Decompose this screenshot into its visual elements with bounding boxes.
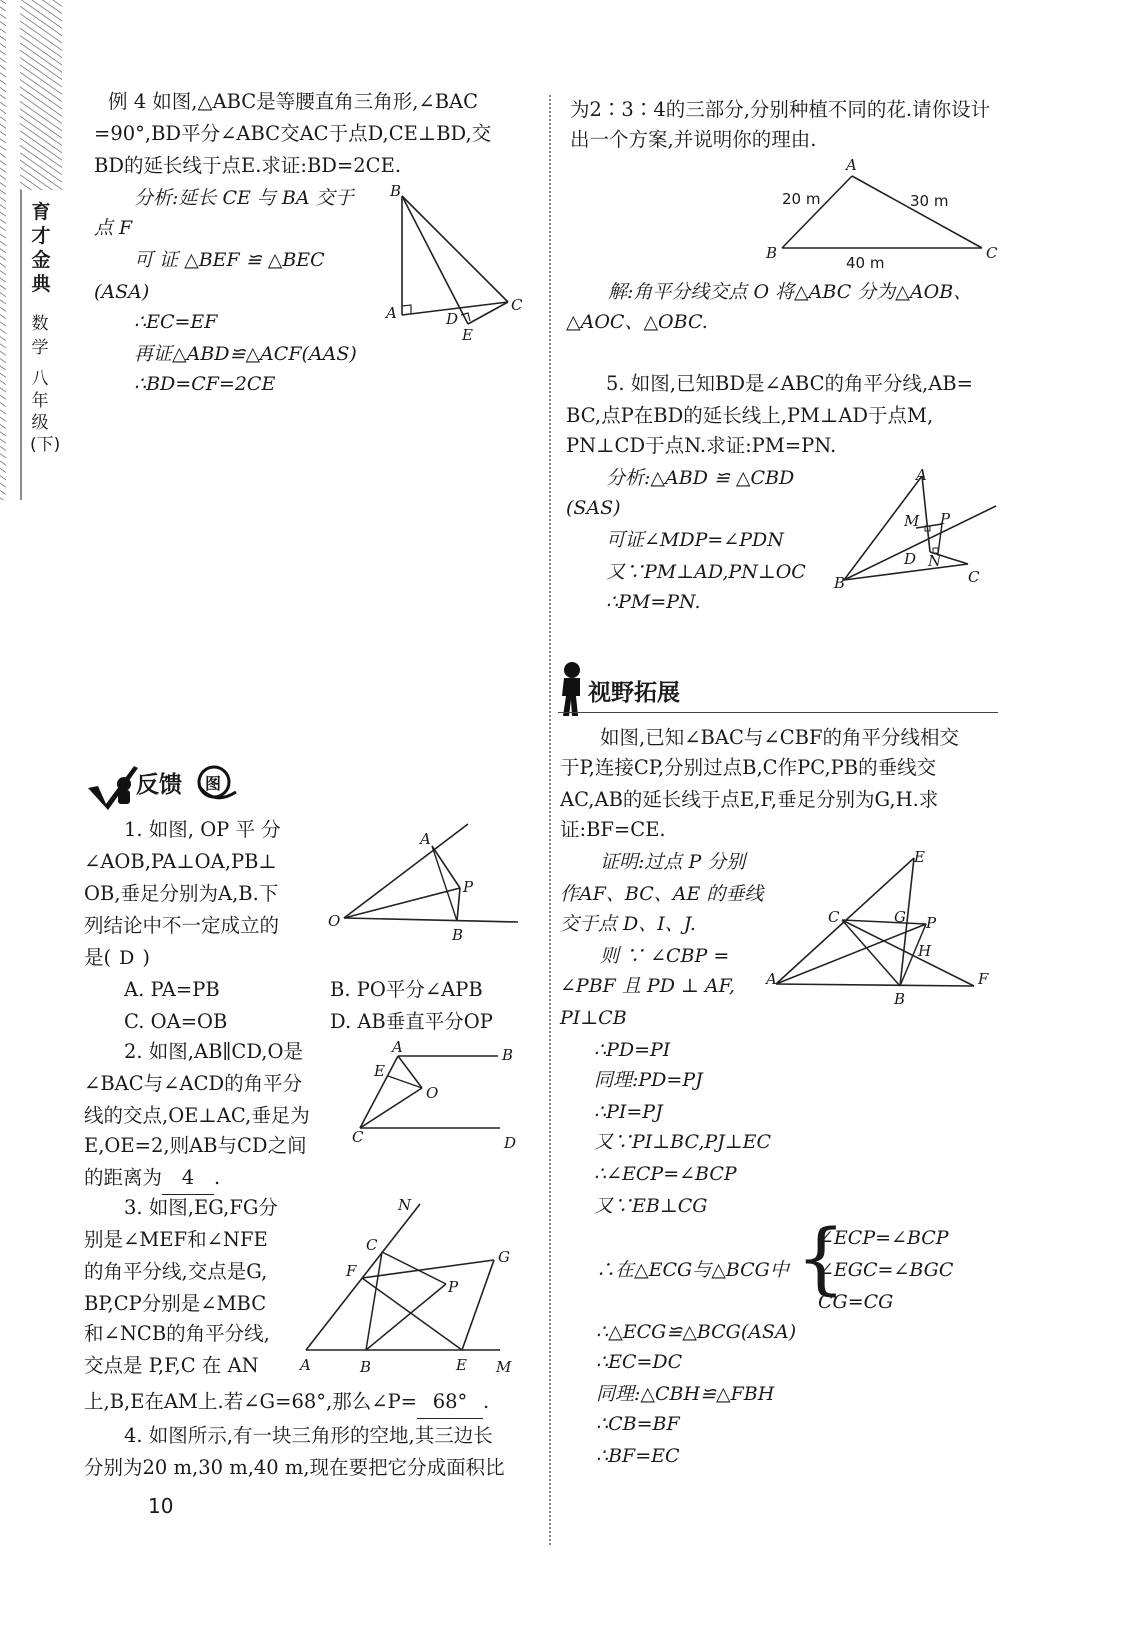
vision-proof-9: ∴PI=PJ (594, 1101, 663, 1123)
q4-label-C: C (986, 244, 998, 262)
q2-label-B: B (502, 1046, 514, 1064)
vision-label-H: H (918, 942, 932, 960)
q3-line6: 交点是 P,F,C 在 AN (84, 1354, 259, 1377)
spine-subject: 数学 (31, 314, 49, 358)
q4-side-ac: 30 m (910, 192, 949, 210)
q4-solution-2: △AOC、△OBC. (566, 311, 708, 333)
q5-figure (830, 462, 1010, 597)
vision-system-3: CG=CG (818, 1291, 894, 1313)
q3-label-B: B (360, 1358, 372, 1376)
q4-cont-line2: 出一个方案,并说明你的理由. (570, 128, 817, 151)
q3-label-A: A (300, 1356, 311, 1374)
vision-figure-icon (558, 660, 588, 718)
vision-header (558, 660, 718, 720)
q1-label-A: A (420, 830, 431, 848)
vision-figure (764, 848, 1004, 1008)
q5-line1: 5. 如图,已知BD是∠ABC的角平分线,AB= (606, 372, 973, 395)
q1-label-O: O (328, 912, 341, 930)
vision-proof-10: 又∵PI⊥BC,PJ⊥EC (594, 1131, 772, 1153)
q1-option-c: C. OA=OB (124, 1010, 228, 1033)
q5-label-B: B (834, 574, 846, 592)
vision-line3: AC,AB的延长线于点E,F,垂足分别为G,H.求 (560, 788, 939, 811)
ex4-label-D: D (446, 310, 459, 328)
q2-line1: 2. 如图,AB∥CD,O是 (124, 1040, 303, 1063)
vision-proof-6: PI⊥CB (560, 1007, 627, 1029)
q1-option-a: A. PA=PB (124, 978, 220, 1001)
feedback-icon-text: 图 (205, 774, 222, 793)
q1-line4: 列结论中不一定成立的 (84, 914, 280, 937)
vision-proof-7: ∴PD=PI (594, 1039, 671, 1061)
ex4-analysis-2: 点 F (94, 217, 133, 239)
ex4-analysis-7: ∴BD=CF=2CE (134, 373, 276, 395)
vision-system-2: ∠EGC=∠BGC (818, 1259, 954, 1281)
feedback-header (86, 762, 246, 812)
q3-label-C: C (366, 1236, 378, 1254)
q1-figure (320, 818, 525, 948)
vision-label-E: E (914, 848, 925, 866)
ex4-analysis-6: 再证△ABD≌△ACF(AAS) (134, 343, 357, 365)
q4-line2: 分别为20 m,30 m,40 m,现在要把它分成面积比 (84, 1456, 505, 1479)
q2-line4: E,OE=2,则AB与CD之间 (84, 1134, 307, 1157)
ex4-line2: =90°,BD平分∠ABC交AC于点D,CE⊥BD,交 (94, 122, 492, 145)
vision-proof-3: 交于点 D、I、J. (560, 913, 696, 935)
q2-line2: ∠BAC与∠ACD的角平分 (84, 1072, 303, 1095)
vision-label-C: C (828, 908, 840, 926)
q1-label-B: B (452, 926, 464, 944)
vision-proof-1: 证明:过点 P 分别 (600, 851, 746, 873)
q2-answer-line (84, 1162, 220, 1195)
q4-side-ab: 20 m (782, 190, 821, 208)
vision-proof-8: 同理:PD=PJ (594, 1069, 703, 1091)
q2-label-D: D (504, 1134, 517, 1152)
feedback-title: 反馈 (136, 772, 182, 798)
vision-concl-1: ∴△ECG≌△BCG(ASA) (596, 1321, 797, 1343)
q3-label-G: G (498, 1248, 510, 1266)
q3-label-N: N (398, 1196, 412, 1214)
q1-option-b: B. PO平分∠APB (330, 978, 483, 1001)
q3-answer: 68° (417, 1386, 483, 1419)
q4-label-B: B (766, 244, 778, 262)
q5-label-N: N (928, 552, 942, 570)
q2-blank-prefix: 的距离为 (84, 1166, 163, 1189)
spine (0, 0, 62, 500)
ex4-label-C: C (511, 296, 523, 314)
ex4-line1: 例 4 如图,△ABC是等腰直角三角形,∠BAC (108, 90, 479, 113)
q3-last-suffix: . (483, 1390, 490, 1413)
q5-label-M: M (904, 512, 920, 530)
q3-line2: 别是∠MEF和∠NFE (84, 1228, 268, 1251)
q1-line1: 1. 如图, OP 平 分 (124, 818, 281, 841)
vision-system-brace: { (796, 1214, 846, 1304)
q2-label-O: O (426, 1084, 439, 1102)
q4-cont-line1: 为2∶3∶4的三部分,分别种植不同的花.请你设计 (570, 98, 991, 121)
q5-label-P: P (940, 510, 951, 528)
vision-concl-4: ∴CB=BF (596, 1413, 680, 1435)
vision-concl-2: ∴EC=DC (596, 1351, 683, 1373)
q1-answer-line (84, 942, 150, 974)
vision-proof-2: 作AF、BC、AE 的垂线 (560, 883, 764, 905)
q4-label-A: A (846, 156, 857, 174)
ex4-analysis-1: 分析:延长 CE 与 BA 交于 (134, 187, 354, 209)
vision-system-1: ∠ECP=∠BCP (818, 1227, 949, 1249)
q5-analysis-4: 又∵PM⊥AD,PN⊥OC (606, 561, 806, 583)
q5-label-D: D (904, 550, 917, 568)
vision-rule (558, 712, 998, 713)
q1-answer-suffix: ) (142, 946, 150, 969)
q5-line3: PN⊥CD于点N.求证:PM=PN. (566, 434, 837, 457)
column-divider (549, 95, 551, 1545)
vision-proof-11: ∴∠ECP=∠BCP (594, 1163, 737, 1185)
vision-line1: 如图,已知∠BAC与∠CBF的角平分线相交 (600, 726, 959, 749)
q1-line3: OB,垂足分别为A,B.下 (84, 882, 279, 905)
q3-label-F: F (346, 1262, 357, 1280)
vision-proof-5: ∠PBF 且 PD ⊥ AF, (560, 975, 735, 997)
q4-side-bc: 40 m (846, 254, 885, 272)
vision-concl-5: ∴BF=EC (596, 1445, 680, 1467)
q3-answer-line (84, 1386, 489, 1419)
ex4-figure (380, 180, 530, 345)
q3-label-M: M (496, 1358, 512, 1376)
vision-label-A: A (766, 970, 777, 988)
q5-analysis-1: 分析:△ABD ≌ △CBD (606, 467, 795, 489)
ex4-line3: BD的延长线于点E.求证:BD=2CE. (94, 154, 402, 177)
vision-line4: 证:BF=CE. (560, 818, 666, 841)
vision-proof-12: 又∵EB⊥CG (594, 1195, 708, 1217)
spine-grade: 八年级(下) (30, 369, 61, 455)
vision-proof-4: 则 ∵ ∠CBP = (600, 945, 730, 967)
q2-answer: 4 (162, 1162, 214, 1195)
ex4-label-B: B (390, 182, 402, 200)
ex4-analysis-4: (ASA) (94, 281, 150, 303)
q4-figure (760, 154, 1010, 274)
q1-answer-prefix: 是( (84, 946, 112, 969)
q3-label-E: E (456, 1356, 467, 1374)
vision-concl-3: 同理:△CBH≌△FBH (596, 1383, 775, 1405)
q5-label-A: A (916, 466, 927, 484)
ex4-label-A: A (386, 304, 397, 322)
q3-figure (296, 1192, 531, 1382)
q1-answer: D (119, 947, 135, 969)
q3-label-P: P (448, 1278, 459, 1296)
q3-line5: 和∠NCB的角平分线, (84, 1322, 270, 1345)
vision-label-G: G (894, 908, 906, 926)
vision-line2: 于P,连接CP,分别过点B,C作PC,PB的垂线交 (560, 756, 937, 779)
q2-label-C: C (352, 1128, 364, 1146)
ex4-analysis-3: 可 证 △BEF ≌ △BEC (134, 249, 325, 271)
vision-system-prefix: ∴在△ECG与△BCG中 (596, 1259, 789, 1281)
q5-analysis-3: 可证∠MDP=∠PDN (606, 529, 784, 551)
q3-last-prefix: 上,B,E在AM上.若∠G=68°,那么∠P= (84, 1390, 418, 1413)
ex4-label-E: E (462, 326, 473, 344)
vision-label-F: F (978, 970, 989, 988)
q4-solution-1: 解:角平分线交点 O 将△ABC 分为△AOB、 (608, 281, 973, 303)
q5-analysis-2: (SAS) (566, 497, 621, 519)
q3-line4: BP,CP分别是∠MBC (84, 1292, 267, 1315)
q2-blank-suffix: . (214, 1166, 221, 1189)
q1-option-d: D. AB垂直平分OP (330, 1010, 493, 1033)
q1-line2: ∠AOB,PA⊥OA,PB⊥ (84, 850, 277, 873)
vision-label-P: P (926, 914, 937, 932)
vision-title: 视野拓展 (588, 680, 680, 706)
q3-line3: 的角平分线,交点是G, (84, 1260, 268, 1283)
q5-analysis-5: ∴PM=PN. (606, 591, 701, 613)
q2-figure (340, 1036, 525, 1156)
q2-label-E: E (374, 1062, 385, 1080)
q2-label-A: A (392, 1038, 403, 1056)
q3-line1: 3. 如图,EG,FG分 (124, 1196, 278, 1219)
q2-line3: 线的交点,OE⊥AC,垂足为 (84, 1104, 310, 1127)
q4-line1: 4. 如图所示,有一块三角形的空地,其三边长 (124, 1424, 493, 1447)
q5-line2: BC,点P在BD的延长线上,PM⊥AD于点M, (566, 404, 934, 427)
page-number: 10 (148, 1494, 174, 1518)
q1-label-P: P (463, 878, 474, 896)
q5-label-C: C (968, 568, 980, 586)
vision-label-B: B (894, 990, 906, 1008)
ex4-analysis-5: ∴EC=EF (134, 311, 218, 333)
spine-series: 育才金典 (31, 201, 51, 295)
